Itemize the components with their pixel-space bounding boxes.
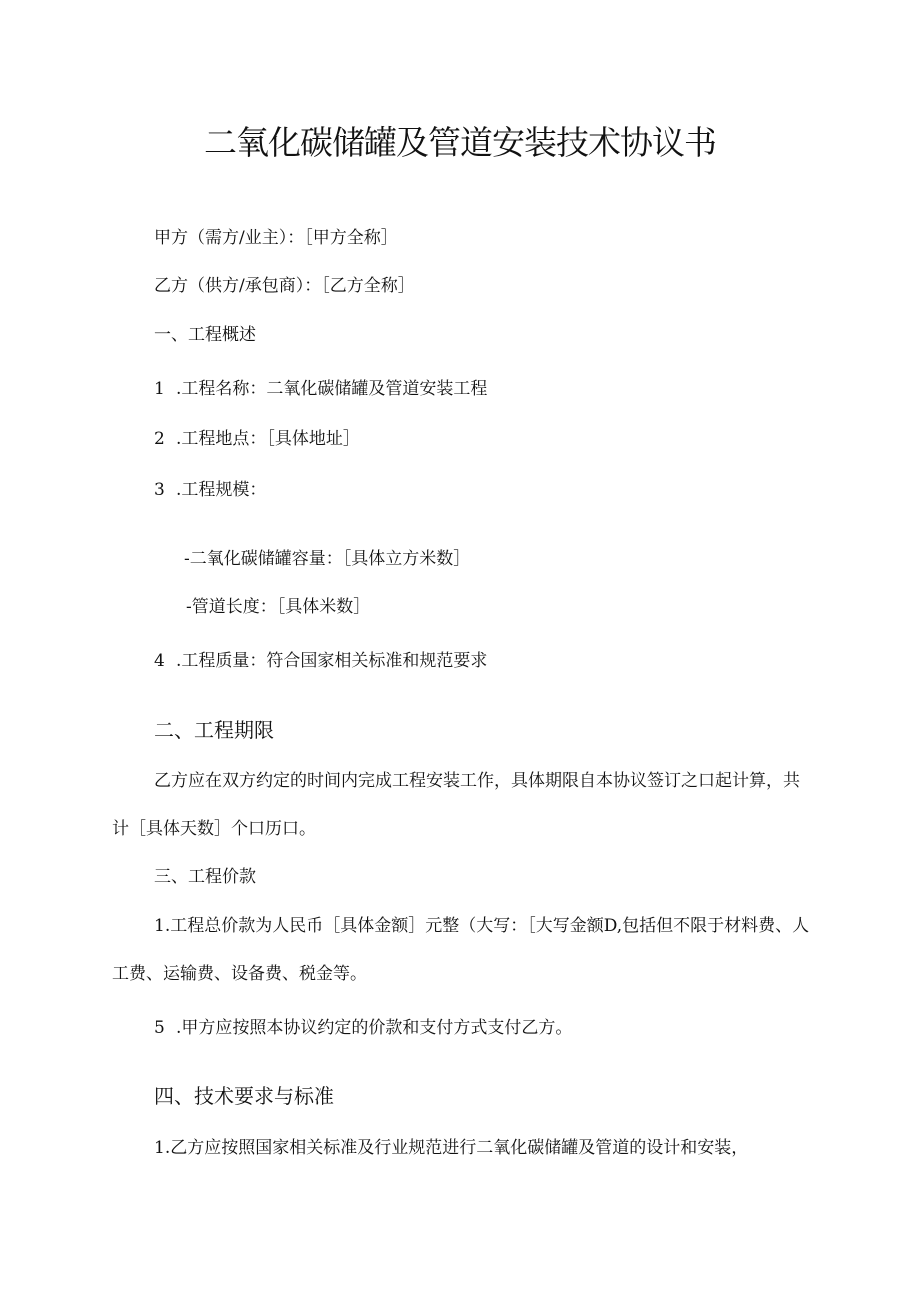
item-number: 5 [154, 1018, 165, 1038]
section3-paragraph: 1.工程总价款为人民币［具体金额］元整（大写：［大写金额D,包括但不限于材料费、人工费、运输费、设备费、税金等。 [112, 916, 810, 984]
document-title: 二氧化碳储罐及管道安装技术协议书 [204, 123, 716, 162]
item-text: .工程质量：符合国家相关标准和规范要求 [176, 651, 488, 671]
section2-heading: 二、工程期限 [154, 718, 274, 742]
section1-item-3 [154, 477, 266, 503]
section1-sub-item-1: -二氧化碳储罐容量：［具体立方米数］ [184, 549, 471, 569]
section4-paragraph: 1.乙方应按照国家相关标准及行业规范进行二氧化碳储罐及管道的设计和安装， [154, 1138, 749, 1158]
section4-heading: 四、技术要求与标准 [154, 1084, 334, 1108]
section2-paragraph: 乙方应在双方约定的时间内完成工程安装工作，具体期限自本协议签订之口起计算，共计［具体天数］个口历口。 [112, 771, 800, 839]
section1-heading: 一、工程概述 [154, 325, 256, 345]
item-number: 4 [154, 651, 165, 671]
item-text: .甲方应按照本协议约定的价款和支付方式支付乙方。 [176, 1018, 573, 1038]
section3-heading: 三、工程价款 [154, 867, 256, 887]
item-text: .工程地点：［具体地址］ [176, 429, 360, 449]
item-number: 2 [154, 429, 165, 449]
section1-item-1 [154, 376, 487, 402]
item-number: 1 [154, 379, 165, 399]
section3-item-5 [154, 1015, 572, 1041]
party-b-line: 乙方（供方/承包商）：［乙方全称］ [154, 276, 415, 296]
section1-sub-item-2: -管道长度：［具体米数］ [186, 597, 371, 617]
section1-item-4 [154, 648, 487, 674]
item-text: .工程规模： [176, 480, 267, 500]
section1-item-2 [154, 426, 360, 452]
party-a-line: 甲方（需方/业主）：［甲方全称］ [154, 228, 398, 248]
item-text: .工程名称：二氧化碳储罐及管道安装工程 [176, 379, 488, 399]
item-number: 3 [154, 480, 165, 500]
